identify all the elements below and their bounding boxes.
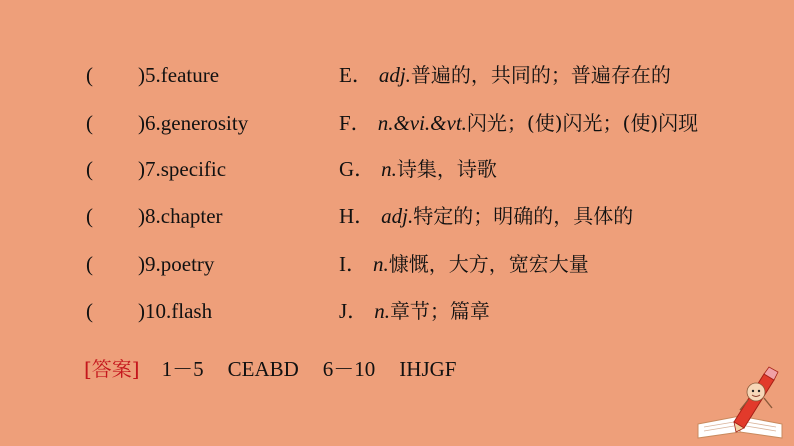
part-of-speech: n.&vi.&vt.: [377, 111, 467, 135]
answer-key-2: IHJGF: [399, 357, 457, 381]
answer-line: [84, 352, 456, 386]
option-letter: I．: [339, 252, 367, 276]
answer-blank-close: ): [138, 157, 145, 181]
match-row: [0, 58, 794, 92]
answer-blank-open: (: [86, 157, 93, 181]
chinese-meaning: 普遍的，共同的；普遍存在的: [410, 63, 671, 87]
answer-blank-open: (: [86, 204, 93, 228]
answer-blank-open: (: [86, 252, 93, 276]
vocab-word: 5.feature: [145, 63, 220, 87]
definition: [339, 152, 497, 186]
answer-blank-close: ): [138, 204, 145, 228]
definition: [339, 294, 490, 328]
answer-key-1: CEABD: [227, 357, 299, 381]
vocab-word: 8.chapter: [145, 204, 223, 228]
option-letter: G．: [339, 157, 376, 181]
answer-range-2: 6－10: [322, 357, 376, 381]
definition: [339, 199, 633, 233]
answer-blank-close: ): [138, 111, 145, 135]
answer-blank-close: ): [138, 252, 145, 276]
answer-blank-open: (: [86, 63, 93, 87]
answer-blank-close: ): [138, 63, 145, 87]
option-letter: F．: [339, 111, 372, 135]
chinese-meaning: 闪光；(使)闪光；(使)闪现: [466, 111, 699, 135]
option-letter: H．: [339, 204, 376, 228]
match-row: [0, 294, 794, 328]
vocab-word: 7.specific: [145, 157, 227, 181]
part-of-speech: n.: [374, 299, 390, 323]
match-row: [0, 106, 794, 140]
part-of-speech: adj.: [381, 204, 414, 228]
chinese-meaning: 慷慨，大方，宽宏大量: [388, 252, 589, 276]
chinese-meaning: 章节；篇章: [389, 299, 490, 323]
answer-range-1: 1－5: [161, 357, 204, 381]
chinese-meaning: 特定的；明确的，具体的: [413, 204, 634, 228]
match-row: [0, 152, 794, 186]
part-of-speech: adj.: [378, 63, 411, 87]
answer-blank-open: (: [86, 111, 93, 135]
option-letter: E．: [339, 63, 373, 87]
part-of-speech: n.: [381, 157, 397, 181]
definition: [339, 58, 671, 92]
answer-tag: [答案]: [84, 357, 140, 381]
part-of-speech: n.: [373, 252, 389, 276]
definition: [339, 106, 698, 140]
option-letter: J．: [339, 299, 369, 323]
chinese-meaning: 诗集，诗歌: [396, 157, 497, 181]
answer-blank-open: (: [86, 299, 93, 323]
vocab-word: 9.poetry: [145, 252, 215, 276]
vocab-word: 6.generosity: [145, 111, 249, 135]
match-row: [0, 247, 794, 281]
definition: [339, 247, 589, 281]
pencil-writing-book-icon: [694, 362, 786, 444]
match-row: [0, 199, 794, 233]
answer-blank-close: ): [138, 299, 145, 323]
vocab-word: 10.flash: [145, 299, 213, 323]
